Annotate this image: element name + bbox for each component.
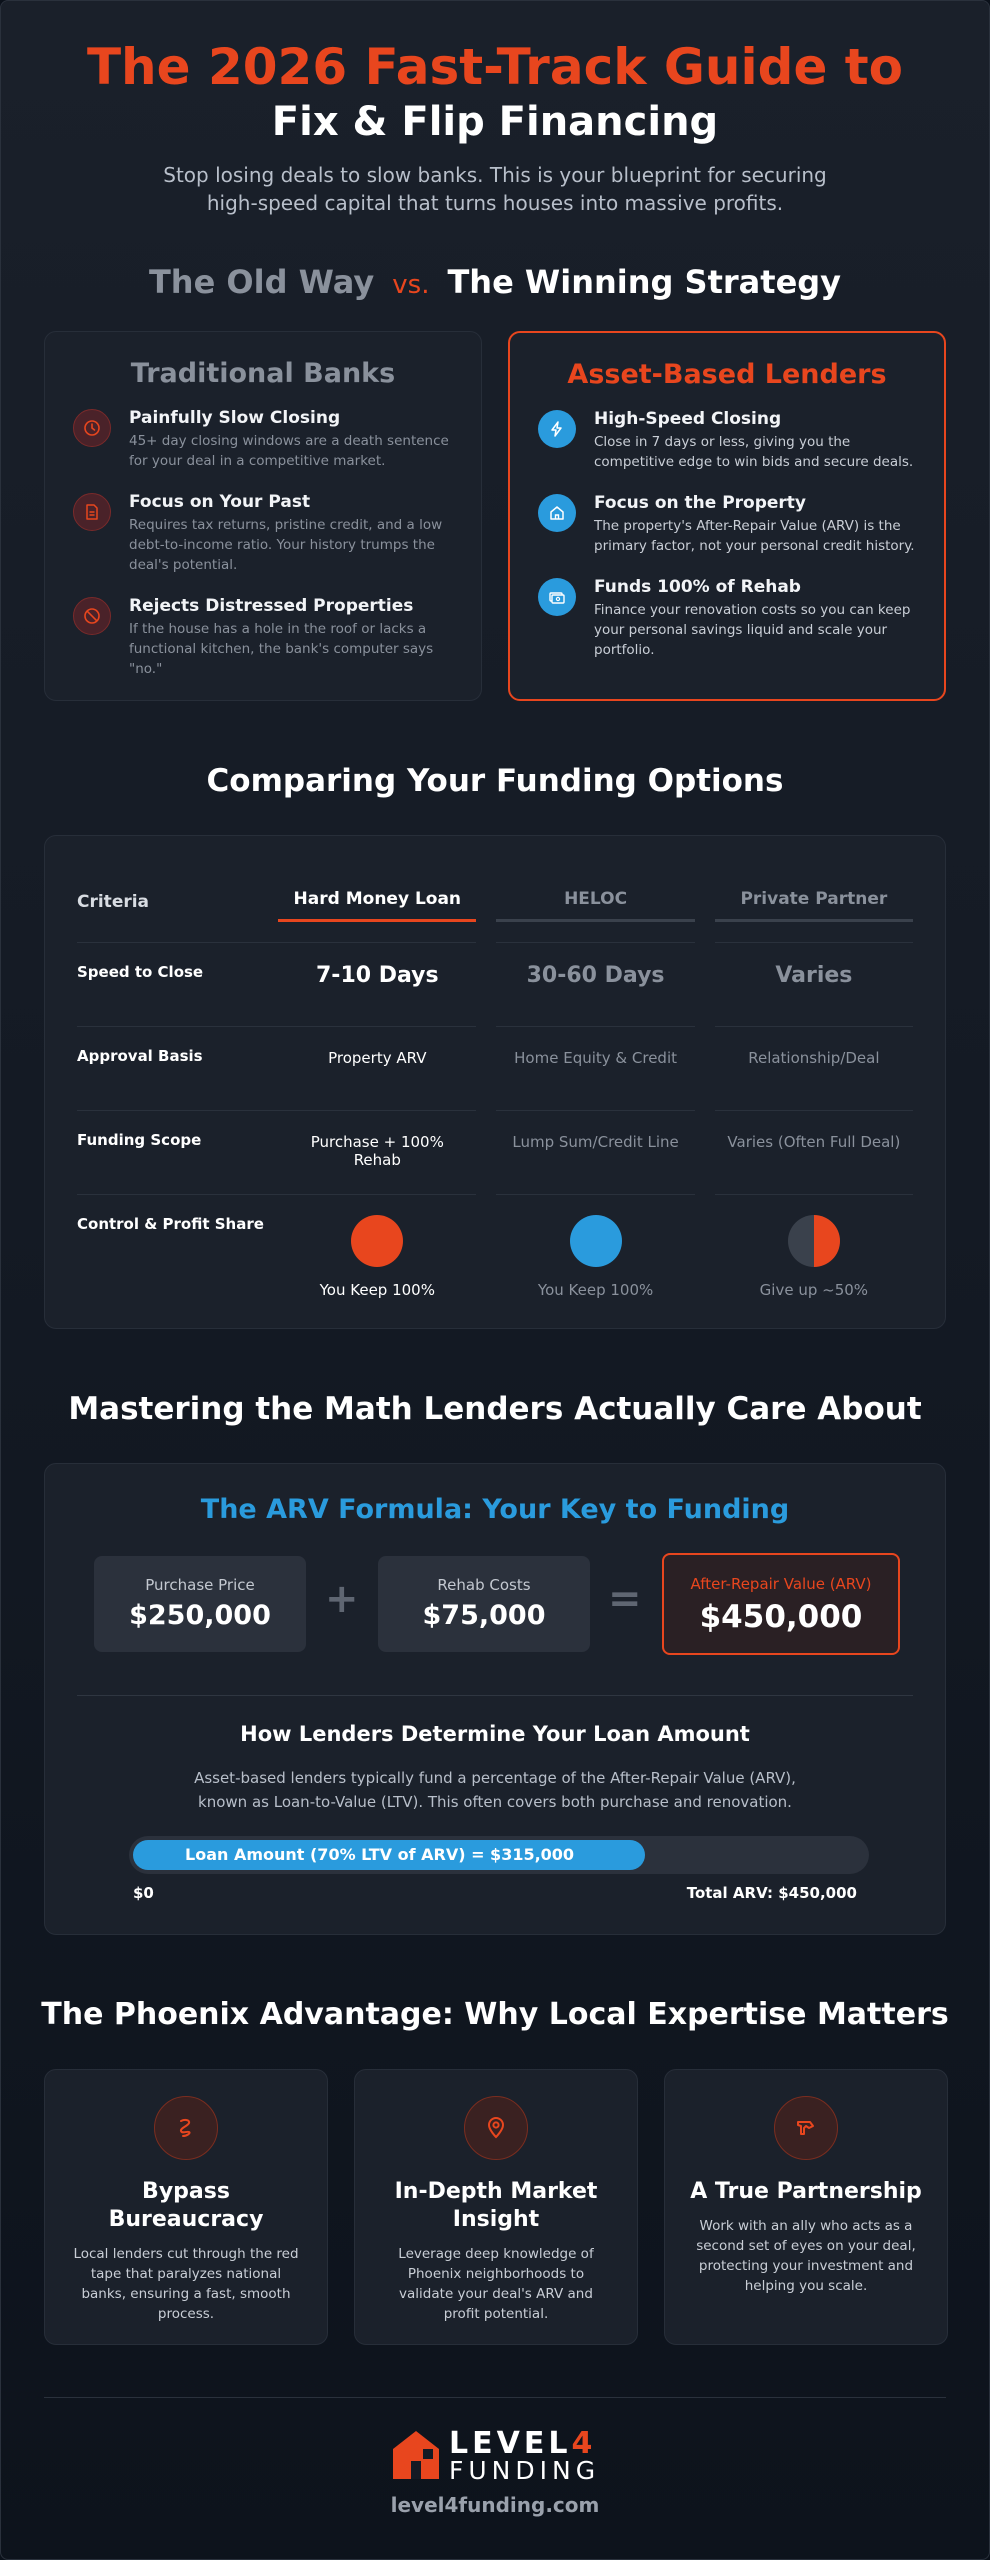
table-cell: 30-60 Days [496, 942, 694, 1026]
table-row [77, 942, 913, 1026]
map-pin-icon [464, 2096, 528, 2160]
traditional-banks-title: Traditional Banks [130, 358, 396, 389]
traditional-banks-card [44, 331, 482, 701]
feature-item [73, 491, 453, 575]
arv-value: $450,000 [699, 1599, 863, 1635]
ownership-label: You Keep 100% [319, 1281, 435, 1299]
money-icon [538, 578, 576, 616]
purchase-price-label: Purchase Price [145, 1576, 255, 1594]
table-header: Criteria [77, 892, 150, 912]
row-label: Control & Profit Share [77, 1194, 278, 1344]
clock-icon [73, 409, 111, 447]
feature-title: Rejects Distressed Properties [129, 596, 414, 616]
hero-subtitle: Stop losing deals to slow banks. This is your blueprint for securing high-speed capital that turns houses into massive profits. [163, 163, 827, 215]
table-cell [278, 1194, 476, 1344]
table-row [77, 1194, 913, 1344]
feature-item [538, 576, 916, 660]
bar-max-label: Total ARV: $450,000 [686, 1884, 857, 1902]
feature-title: Focus on the Property [594, 493, 807, 513]
table-cell [496, 1194, 694, 1344]
math-title: Mastering the Math Lenders Actually Care About [68, 1391, 922, 1427]
title-line2: Fix & Flip Financing [271, 99, 719, 145]
title-line1: The 2026 Fast-Track Guide to [86, 38, 904, 96]
feature-title: High-Speed Closing [594, 409, 782, 429]
purchase-price-value: $250,000 [129, 1600, 271, 1631]
feature-desc: Finance your renovation costs so you can keep your personal savings liquid and scale your portfolio. [594, 602, 911, 658]
table-cell: Varies (Often Full Deal) [715, 1110, 913, 1194]
asset-based-lenders-title: Asset-Based Lenders [567, 359, 887, 390]
winning-strategy-label: The Winning Strategy [447, 263, 842, 301]
row-label: Approval Basis [77, 1026, 278, 1110]
advantage-title: Bypass Bureaucracy [108, 2179, 264, 2232]
feature-desc: If the house has a hole in the roof or lacks a functional kitchen, the bank's computer says "no." [129, 621, 434, 677]
table-cell: Property ARV [278, 1026, 476, 1110]
advantage-desc: Local lenders cut through the red tape that paralyzes national banks, ensuring a fast, smooth process. [73, 2246, 299, 2322]
row-label: Speed to Close [77, 942, 278, 1026]
advantage-cards [44, 2069, 946, 2345]
arv-formula-card [44, 1463, 946, 1935]
bar-min-label: $0 [133, 1884, 154, 1902]
funding-options-title: Comparing Your Funding Options [206, 763, 784, 799]
feature-desc: Close in 7 days or less, giving you the competitive edge to win bids and secure deals. [594, 434, 914, 470]
rehab-costs-value: $75,000 [422, 1600, 546, 1631]
lightning-icon [538, 410, 576, 448]
arv-result-box [662, 1553, 900, 1655]
table-cell: Relationship/Deal [715, 1026, 913, 1110]
table-row [77, 1110, 913, 1194]
feature-item [73, 595, 453, 679]
table-row [77, 1026, 913, 1110]
feature-desc: Requires tax returns, pristine credit, and a low debt-to-income ratio. Your history trumps the deal's potential. [129, 517, 443, 573]
feature-item [538, 408, 916, 472]
purchase-price-box [94, 1556, 306, 1652]
row-label: Funding Scope [77, 1110, 278, 1194]
table-cell [715, 1194, 913, 1344]
ownership-full-dot [570, 1215, 622, 1267]
old-way-label: The Old Way [148, 263, 375, 301]
versus-heading [1, 263, 989, 301]
arv-label: After-Repair Value (ARV) [690, 1575, 872, 1593]
document-icon [73, 493, 111, 531]
divider [77, 1695, 913, 1696]
advantage-card [354, 2069, 638, 2345]
ownership-label: You Keep 100% [537, 1281, 654, 1299]
logo-sub: FUNDING [449, 2456, 601, 2485]
table-cell: Purchase + 100% Rehab [278, 1110, 476, 1194]
rehab-costs-label: Rehab Costs [437, 1576, 531, 1594]
comparison-table [44, 835, 946, 1329]
ltv-progress-track [129, 1836, 869, 1874]
footer-divider [44, 2397, 946, 2398]
website-link[interactable]: level4funding.com [390, 2493, 600, 2517]
ownership-full-dot [351, 1215, 403, 1267]
logo-house-icon [393, 2431, 439, 2479]
feature-title: Focus on Your Past [129, 492, 311, 512]
plus-sign: + [325, 1576, 359, 1622]
handshake-icon [774, 2096, 838, 2160]
table-cell: 7-10 Days [278, 942, 476, 1026]
feature-title: Funds 100% of Rehab [594, 577, 801, 597]
feature-desc: The property's After-Repair Value (ARV) is the primary factor, not your personal credit history. [594, 518, 915, 554]
table-cell: Lump Sum/Credit Line [496, 1110, 694, 1194]
table-header-row [77, 836, 913, 922]
ownership-label: Give up ~50% [759, 1281, 869, 1299]
logo-level: LEVEL [449, 2426, 572, 2461]
arv-formula-title: The ARV Formula: Your Key to Funding [200, 1494, 790, 1525]
advantage-title: A True Partnership [690, 2179, 922, 2204]
table-cell: Varies [715, 942, 913, 1026]
table-header: Private Partner [715, 889, 913, 922]
table-header: HELOC [496, 889, 694, 922]
scribble-icon [154, 2096, 218, 2160]
loan-amount-desc: Asset-based lenders typically fund a percentage of the After-Repair Value (ARV), known as Loan-to-Value (LTV). This often covers both purchase and renovation. [194, 1769, 796, 1811]
comparison-cards [44, 331, 946, 701]
feature-item [73, 407, 453, 471]
ownership-half-dot [788, 1215, 840, 1267]
ban-icon [73, 597, 111, 635]
advantage-card [44, 2069, 328, 2345]
loan-amount-title: How Lenders Determine Your Loan Amount [240, 1722, 750, 1746]
ltv-progress-fill: Loan Amount (70% LTV of ARV) = $315,000 [133, 1840, 645, 1870]
logo-number: 4 [571, 2426, 597, 2461]
feature-title: Painfully Slow Closing [129, 408, 341, 428]
table-cell: Home Equity & Credit [496, 1026, 694, 1110]
advantage-title: In-Depth Market Insight [394, 2179, 598, 2232]
table-header: Hard Money Loan [278, 889, 476, 922]
phoenix-title: The Phoenix Advantage: Why Local Expertise Matters [41, 1997, 949, 2032]
feature-item [538, 492, 916, 556]
rehab-costs-box [378, 1556, 590, 1652]
level4-logo[interactable] [393, 2426, 603, 2485]
advantage-desc: Leverage deep knowledge of Phoenix neighborhoods to validate your deal's ARV and profit potential. [398, 2246, 594, 2322]
equals-sign: = [608, 1576, 642, 1622]
feature-desc: 45+ day closing windows are a death sentence for your deal in a competitive market. [129, 433, 449, 469]
hero [1, 1, 989, 217]
advantage-card [664, 2069, 948, 2345]
vs-label: vs. [392, 270, 430, 300]
advantage-desc: Work with an ally who acts as a second set of eyes on your deal, protecting your investment and helping you scale. [696, 2218, 916, 2294]
asset-based-lenders-card [508, 331, 946, 701]
house-icon [538, 494, 576, 532]
